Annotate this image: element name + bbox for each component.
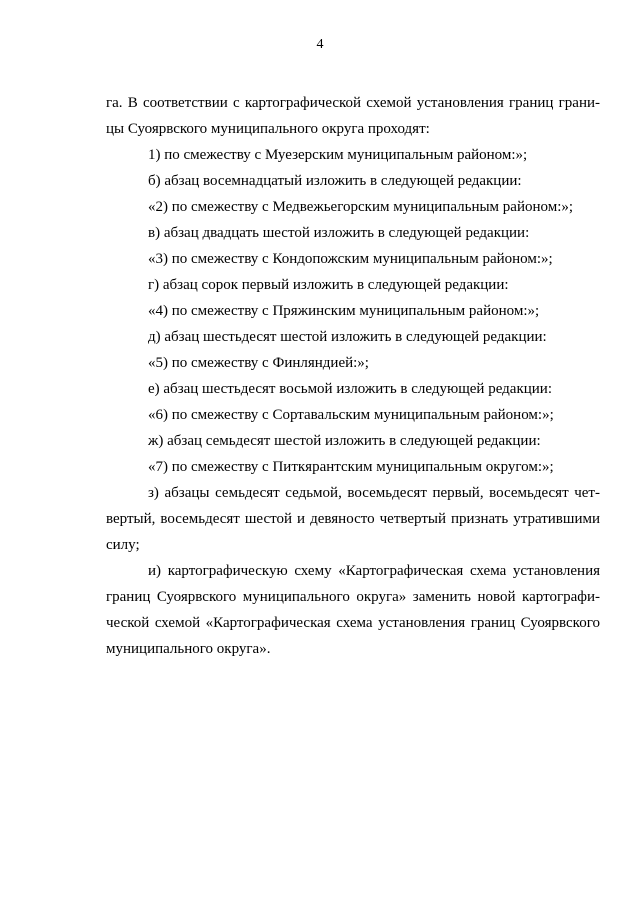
paragraph-7: «4) по смежеству с Пряжинским муниципальным районом:»; <box>148 303 540 319</box>
paragraph-11: «6) по смежеству с Сортавальским муниципальным районом:»; <box>148 407 554 423</box>
paragraph-15: и) картографическую схему «Картографическая схема установления границ Суоярвского муниципального округа» заменить новой картографи-ческой схемой «Картографическая схема установления границ Суоярвского муниципального округа». <box>106 563 600 657</box>
paragraph-1: 1) по смежеству с Муезерским муниципальным районом:»; <box>148 147 528 163</box>
paragraph-5: «3) по смежеству с Кондопожским муниципальным районом:»; <box>148 251 553 267</box>
paragraph-6: г) абзац сорок первый изложить в следующей редакции: <box>148 277 509 293</box>
paragraph-2: б) абзац восемнадцатый изложить в следующей редакции: <box>148 173 522 189</box>
paragraph-9: «5) по смежеству с Финляндией:»; <box>148 355 369 371</box>
page-number: 4 <box>316 37 324 52</box>
paragraph-0: га. В соответствии с картографической схемой установления границ грани-цы Суоярвского муниципального округа проходят: <box>106 95 600 137</box>
paragraph-12: ж) абзац семьдесят шестой изложить в следующей редакции: <box>148 433 541 449</box>
paragraph-8: д) абзац шестьдесят шестой изложить в следующей редакции: <box>148 329 547 345</box>
paragraph-14: з) абзацы семьдесят седьмой, восемьдесят первый, восемьдесят чет-вертый, восемьдесят шестой и девяносто четвертый признать утратившими силу; <box>106 485 600 553</box>
paragraph-13: «7) по смежеству с Питкярантским муниципальным округом:»; <box>148 459 554 475</box>
paragraph-3: «2) по смежеству с Медвежьегорским муниципальным районом:»; <box>148 199 574 215</box>
paragraph-4: в) абзац двадцать шестой изложить в следующей редакции: <box>148 225 530 241</box>
paragraph-10: е) абзац шестьдесят восьмой изложить в следующей редакции: <box>148 381 552 397</box>
document-body <box>106 90 600 662</box>
